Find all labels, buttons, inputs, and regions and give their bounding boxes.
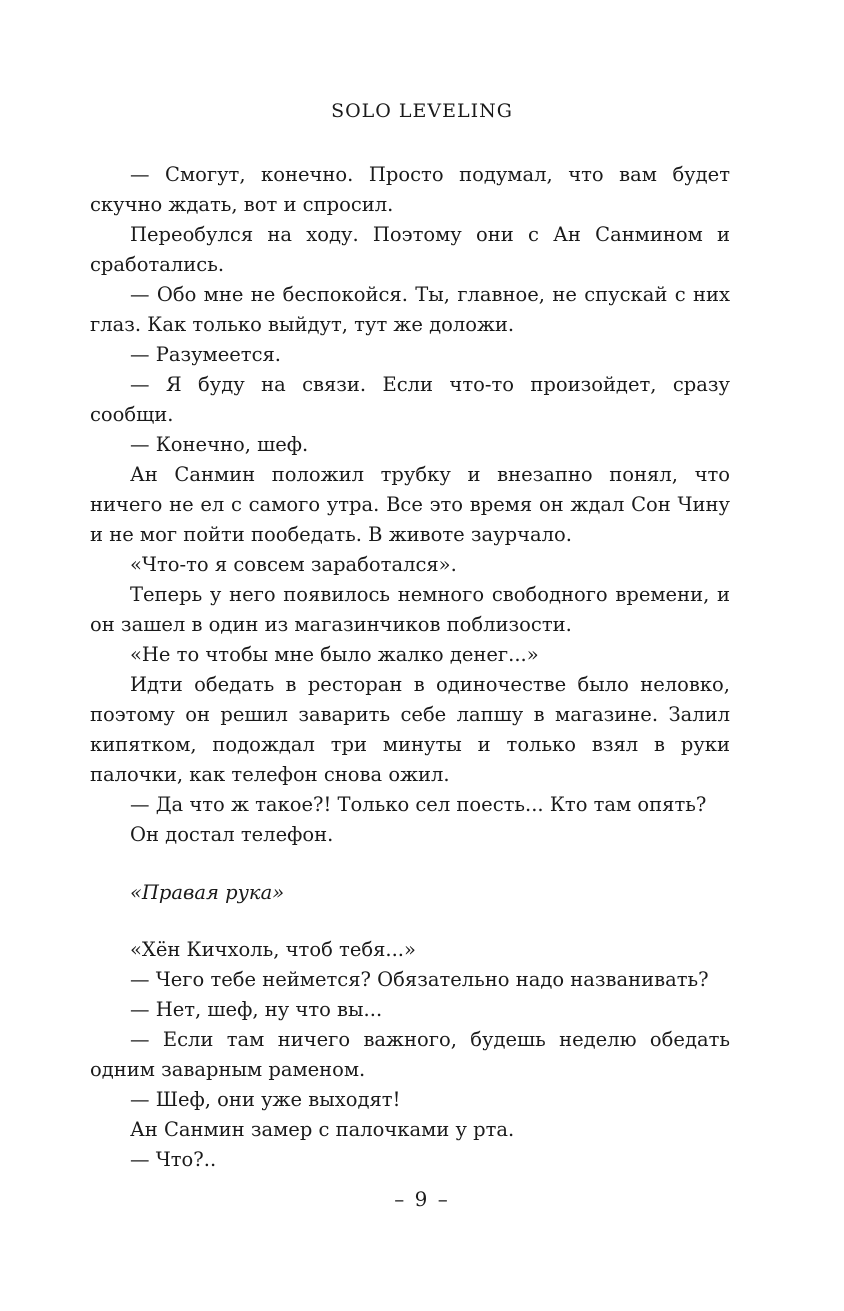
page-body-text bbox=[90, 160, 730, 1175]
paragraph: Переобулся на ходу. Поэтому они с Ан Санмином и сработались. bbox=[90, 223, 730, 276]
paragraph: Ан Санмин замер с палочками у рта. bbox=[130, 1118, 515, 1141]
paragraph: — Я буду на связи. Если что-то произойдет, сразу сообщи. bbox=[90, 373, 730, 426]
paragraph: — Шеф, они уже выходят! bbox=[130, 1088, 401, 1111]
page-number: – 9 – bbox=[394, 1187, 450, 1211]
paragraph: — Чего тебе неймется? Обязательно надо названивать? bbox=[130, 968, 709, 991]
paragraph: — Разумеется. bbox=[130, 343, 282, 366]
section-heading: «Правая рука» bbox=[130, 881, 285, 904]
paragraph: «Что-то я совсем заработался». bbox=[130, 553, 457, 576]
paragraph: Теперь у него появилось немного свободного времени, и он зашел в один из магазинчиков поблизости. bbox=[90, 583, 730, 636]
paragraph: «Не то чтобы мне было жалко денег...» bbox=[130, 643, 539, 666]
paragraph: Идти обедать в ресторан в одиночестве было неловко, поэтому он решил заварить себе лапшу в магазине. Залил кипятком, подождал три минуты и только взял в руки палочки, как телефон снова ожил. bbox=[90, 673, 730, 786]
paragraph: — Если там ничего важного, будешь неделю обедать одним заварным раменом. bbox=[90, 1028, 730, 1081]
paragraph: Он достал телефон. bbox=[130, 823, 334, 846]
paragraph: — Смогут, конечно. Просто подумал, что вам будет скучно ждать, вот и спросил. bbox=[90, 163, 730, 216]
running-title: SOLO LEVELING bbox=[331, 100, 513, 122]
paragraph: — Да что ж такое?! Только сел поесть... Кто там опять? bbox=[130, 793, 707, 816]
paragraph: Ан Санмин положил трубку и внезапно понял, что ничего не ел с самого утра. Все это время он ждал Сон Чину и не мог пойти пообедать. В животе заурчало. bbox=[90, 463, 730, 546]
paragraph: — Нет, шеф, ну что вы... bbox=[130, 998, 383, 1021]
paragraph: — Конечно, шеф. bbox=[130, 433, 309, 456]
paragraph: — Что?.. bbox=[130, 1148, 217, 1171]
paragraph: — Обо мне не беспокойся. Ты, главное, не спускай с них глаз. Как только выйдут, тут же доложи. bbox=[90, 283, 730, 336]
paragraph: «Хён Кичхоль, чтоб тебя...» bbox=[130, 938, 416, 961]
